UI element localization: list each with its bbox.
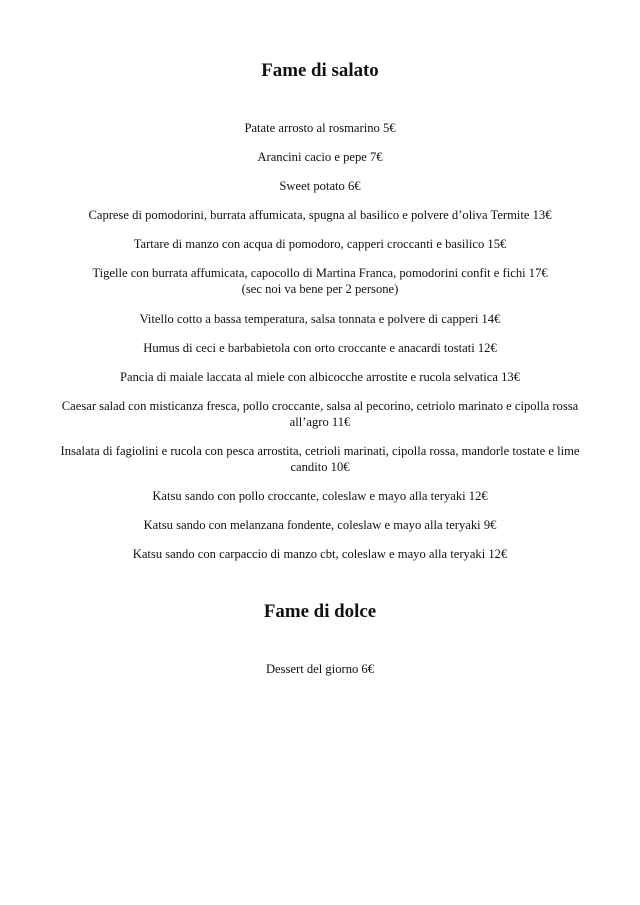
menu-item: Caprese di pomodorini, burrata affumicata, spugna al basilico e polvere d’oliva Termite 13€	[88, 208, 552, 222]
menu-item-note: (sec noi va bene per 2 persone)	[241, 282, 399, 296]
section-title-dolce: Fame di dolce	[263, 601, 377, 622]
menu-item: Sweet potato 6€	[279, 179, 361, 193]
menu-item: Humus di ceci e barbabietola con orto croccante e anacardi tostati 12€	[143, 341, 497, 355]
menu-item: Tartare di manzo con acqua di pomodoro, capperi croccanti e basilico 15€	[133, 237, 507, 251]
menu-item: Dessert del giorno 6€	[265, 662, 375, 676]
menu-item: Caesar salad con misticanza fresca, pollo croccante, salsa al pecorino, cetriolo marinato e cipolla rossa all’agro 11€	[61, 399, 579, 429]
menu-item-text: Tigelle con burrata affumicata, capocollo di Martina Franca, pomodorini confit e fichi 17€	[92, 266, 548, 280]
menu-item: Arancini cacio e pepe 7€	[257, 150, 383, 164]
menu-item: Patate arrosto al rosmarino 5€	[244, 121, 396, 135]
menu-item: Katsu sando con melanzana fondente, coleslaw e mayo alla teryaki 9€	[143, 518, 497, 532]
menu-item: Pancia di maiale laccata al miele con albicocche arrostite e rucola selvatica 13€	[120, 370, 520, 384]
menu-item: Katsu sando con carpaccio di manzo cbt, coleslaw e mayo alla teryaki 12€	[132, 547, 508, 561]
menu-item: Vitello cotto a bassa temperatura, salsa tonnata e polvere di capperi 14€	[139, 312, 501, 326]
section-title-salato: Fame di salato	[261, 60, 379, 81]
menu-item	[60, 265, 580, 297]
menu-item: Insalata di fagiolini e rucola con pesca arrostita, cetrioli marinati, cipolla rossa, mandorle tostate e lime candito 10€	[60, 444, 580, 474]
menu-item: Katsu sando con pollo croccante, coleslaw e mayo alla teryaki 12€	[152, 489, 488, 503]
